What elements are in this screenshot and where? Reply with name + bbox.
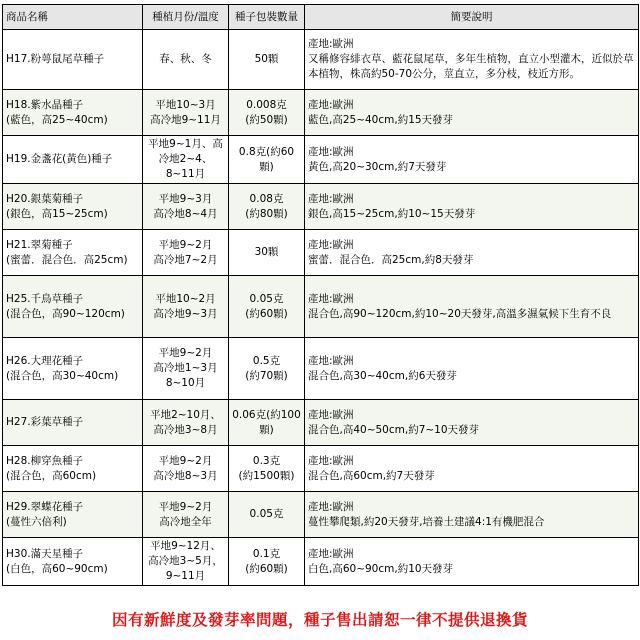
planting-month-cell-line: 平地9~2月 — [158, 347, 213, 359]
product-name-cell-line: (蔓性六倍利) — [6, 515, 67, 528]
product-name-cell-line: H19.金盞花(黃色)種子 — [6, 153, 113, 165]
table-row — [3, 90, 639, 136]
planting-month-cell — [143, 276, 229, 338]
table-row — [3, 400, 639, 446]
package-qty-cell-line: 0.008克 — [246, 98, 287, 111]
product-name-cell-line: H21.翠菊種子 — [6, 238, 73, 251]
planting-month-cell-line: 高冷地1~3月 — [153, 362, 218, 374]
description-cell-line: 產地:歐洲 — [308, 192, 354, 205]
description-cell — [305, 184, 639, 230]
description-cell — [305, 492, 639, 538]
product-name-cell — [3, 400, 143, 446]
package-qty-cell — [229, 136, 305, 184]
planting-month-cell-line: 8~10月 — [165, 377, 206, 389]
planting-month-cell — [143, 184, 229, 230]
description-cell-line: 蜜蕾．混合色．高25cm,約8天發芽 — [308, 253, 474, 266]
header-description: 簡要說明 — [305, 5, 639, 30]
package-qty-cell — [229, 184, 305, 230]
description-cell-line: 產地:歐洲 — [308, 145, 354, 158]
package-qty-cell-line: 0.8克(約60 — [238, 145, 295, 158]
package-qty-cell-line: 0.05克 — [249, 292, 284, 305]
description-cell — [305, 230, 639, 276]
table-row — [3, 446, 639, 492]
planting-month-cell-line: 冷地2~4、 — [158, 153, 213, 165]
package-qty-cell-line: 0.3克 — [252, 454, 281, 467]
package-qty-cell-line: 0.08克 — [249, 192, 284, 205]
description-cell-line: 銀色,高15~25cm,約10~15天發芽 — [308, 207, 476, 220]
planting-month-cell-line: 平地2~10月、 — [150, 408, 221, 421]
header-product-name: 商品名稱 — [3, 5, 143, 30]
description-cell-line: 又稱修容緋衣草、藍花鼠尾草，多年生植物，直立小型灌木，近似於草本植物，株高約50-70公分，莖直立，多分枝，枝近方形。 — [308, 53, 634, 80]
description-cell — [305, 446, 639, 492]
description-cell — [305, 30, 639, 90]
seed-product-table — [2, 4, 639, 586]
description-cell — [305, 338, 639, 400]
planting-month-cell — [143, 492, 229, 538]
product-name-cell-line: (混合色，高60cm) — [6, 469, 97, 482]
product-name-cell-line: H20.銀葉菊種子 — [6, 192, 84, 205]
package-qty-cell-line: (約50顆) — [245, 113, 288, 126]
table-row — [3, 276, 639, 338]
product-name-cell-line: (白色，高60~90cm) — [6, 562, 108, 575]
planting-month-cell-line: 高冷地9~11月 — [150, 113, 221, 126]
description-cell-line: 產地:歐洲 — [308, 354, 354, 367]
planting-month-cell-line: 高冷地8~3月 — [153, 469, 218, 482]
planting-month-cell — [143, 136, 229, 184]
package-qty-cell — [229, 446, 305, 492]
planting-month-cell — [143, 446, 229, 492]
package-qty-cell — [229, 538, 305, 586]
package-qty-cell — [229, 230, 305, 276]
package-qty-cell-line: 顆) — [259, 423, 274, 436]
description-cell — [305, 276, 639, 338]
package-qty-cell-line: 顆) — [259, 160, 274, 173]
product-name-cell-line: H30.滿天星種子 — [6, 547, 84, 560]
table-row — [3, 184, 639, 230]
planting-month-cell-line: 春、秋、冬 — [159, 53, 212, 65]
product-name-cell-line: H26.大理花種子 — [6, 354, 84, 367]
description-cell-line: 產地:歐洲 — [308, 38, 354, 50]
package-qty-cell-line: 0.5克 — [252, 354, 281, 367]
package-qty-cell-line: (約60顆) — [245, 307, 288, 320]
package-qty-cell — [229, 400, 305, 446]
header-planting-month: 種植月份/溫度 — [143, 5, 229, 30]
description-cell-line: 混合色,高40~50cm,約7~10天發芽 — [308, 423, 480, 436]
table-row — [3, 492, 639, 538]
description-cell-line: 產地:歐洲 — [308, 408, 354, 421]
description-cell-line: 蔓性攀爬類,約20天發芽,培養土建議4:1有機肥混合 — [308, 515, 545, 528]
table-row — [3, 338, 639, 400]
planting-month-cell — [143, 538, 229, 586]
product-name-cell — [3, 492, 143, 538]
description-cell — [305, 136, 639, 184]
product-name-cell-line: H28.柳穿魚種子 — [6, 454, 84, 467]
product-name-cell-line: (混合色，高90~120cm) — [6, 307, 125, 320]
planting-month-cell-line: 平地9~2月 — [158, 500, 213, 513]
planting-month-cell-line: 平地9~12月、 — [150, 540, 221, 552]
table-row — [3, 230, 639, 276]
package-qty-cell — [229, 338, 305, 400]
product-name-cell-line: H18.紫水晶種子 — [6, 98, 84, 111]
product-name-cell-line: (藍色，高25~40cm) — [6, 113, 108, 126]
product-name-cell-line: H29.翠蝶花種子 — [6, 500, 84, 513]
package-qty-cell-line: 30顆 — [254, 246, 279, 258]
package-qty-cell — [229, 276, 305, 338]
package-qty-cell-line: (約1500顆) — [238, 469, 295, 482]
description-cell — [305, 538, 639, 586]
planting-month-cell — [143, 400, 229, 446]
package-qty-cell — [229, 90, 305, 136]
package-qty-cell-line: (約70顆) — [245, 369, 288, 382]
package-qty-cell-line: 0.1克 — [252, 547, 281, 560]
planting-month-cell-line: 高冷地3~5月， — [148, 555, 223, 567]
product-name-cell-line: H25.千鳥草種子 — [6, 292, 84, 305]
description-cell-line: 產地:歐洲 — [308, 292, 354, 305]
product-name-cell — [3, 30, 143, 90]
table-row — [3, 30, 639, 90]
planting-month-cell — [143, 30, 229, 90]
planting-month-cell-line: 9~11月 — [165, 570, 206, 582]
planting-month-cell-line: 高冷地9~3月 — [153, 307, 218, 320]
planting-month-cell-line: 平地9~3月 — [158, 192, 213, 205]
description-cell-line: 產地:歐洲 — [308, 547, 354, 560]
description-cell — [305, 90, 639, 136]
product-name-cell — [3, 90, 143, 136]
planting-month-cell-line: 高冷地7~2月 — [153, 253, 218, 266]
planting-month-cell-line: 高冷地全年 — [159, 515, 212, 528]
planting-month-cell-line: 8~11月 — [165, 168, 206, 180]
planting-month-cell — [143, 90, 229, 136]
header-package-qty: 種子包裝數量 — [229, 5, 305, 30]
package-qty-cell-line: 0.05克 — [249, 508, 284, 520]
product-name-cell — [3, 136, 143, 184]
planting-month-cell-line: 高冷地3~8月 — [153, 423, 218, 436]
product-name-cell-line: (混合色，高30~40cm) — [6, 369, 119, 382]
description-cell-line: 產地:歐洲 — [308, 454, 354, 467]
planting-month-cell-line: 平地9~1月、高 — [148, 138, 223, 150]
product-name-cell — [3, 184, 143, 230]
description-cell-line: 產地:歐洲 — [308, 500, 354, 513]
planting-month-cell-line: 平地9~2月 — [158, 238, 213, 251]
table-row — [3, 538, 639, 586]
planting-month-cell-line: 高冷地8~4月 — [153, 207, 218, 220]
planting-month-cell-line: 平地10~3月 — [155, 98, 216, 111]
product-name-cell-line: H27.彩葉草種子 — [6, 416, 84, 428]
planting-month-cell-line: 平地9~2月 — [158, 454, 213, 467]
product-name-cell — [3, 446, 143, 492]
product-name-cell-line: (蜜蕾．混合色．高25cm) — [6, 253, 128, 266]
package-qty-cell-line: (約80顆) — [245, 207, 288, 220]
planting-month-cell-line: 平地10~2月 — [155, 292, 216, 305]
description-cell-line: 藍色,高25~40cm,約15天發芽 — [308, 113, 454, 126]
description-cell-line: 黃色,高20~30cm,約7天發芽 — [308, 160, 447, 173]
product-name-cell-line: H17.粉萼鼠尾草種子 — [6, 53, 105, 65]
description-cell-line: 混合色,高30~40cm,約6天發芽 — [308, 369, 457, 382]
return-policy-notice: 因有新鮮度及發芽率問題，種子售出請恕一律不提供退換貨 — [111, 610, 528, 629]
description-cell-line: 混合色,高90~120cm,約10~20天發芽,高溫多濕氣候下生育不良 — [308, 307, 612, 320]
product-name-cell — [3, 230, 143, 276]
package-qty-cell-line: 50顆 — [254, 53, 279, 65]
description-cell-line: 產地:歐洲 — [308, 238, 354, 251]
package-qty-cell — [229, 30, 305, 90]
description-cell-line: 產地:歐洲 — [308, 98, 354, 111]
table-header-row — [3, 5, 639, 30]
product-name-cell — [3, 538, 143, 586]
product-name-cell — [3, 338, 143, 400]
description-cell-line: 混合色,高60cm,約7天發芽 — [308, 469, 435, 482]
product-name-cell — [3, 276, 143, 338]
description-cell-line: 白色,高60~90cm,約10天發芽 — [308, 562, 454, 575]
product-name-cell-line: (銀色，高15~25cm) — [6, 207, 108, 220]
package-qty-cell-line: 0.06克(約100 — [232, 408, 301, 421]
package-qty-cell-line: (約60顆) — [245, 562, 288, 575]
planting-month-cell — [143, 230, 229, 276]
planting-month-cell — [143, 338, 229, 400]
description-cell — [305, 400, 639, 446]
table-row — [3, 136, 639, 184]
package-qty-cell — [229, 492, 305, 538]
